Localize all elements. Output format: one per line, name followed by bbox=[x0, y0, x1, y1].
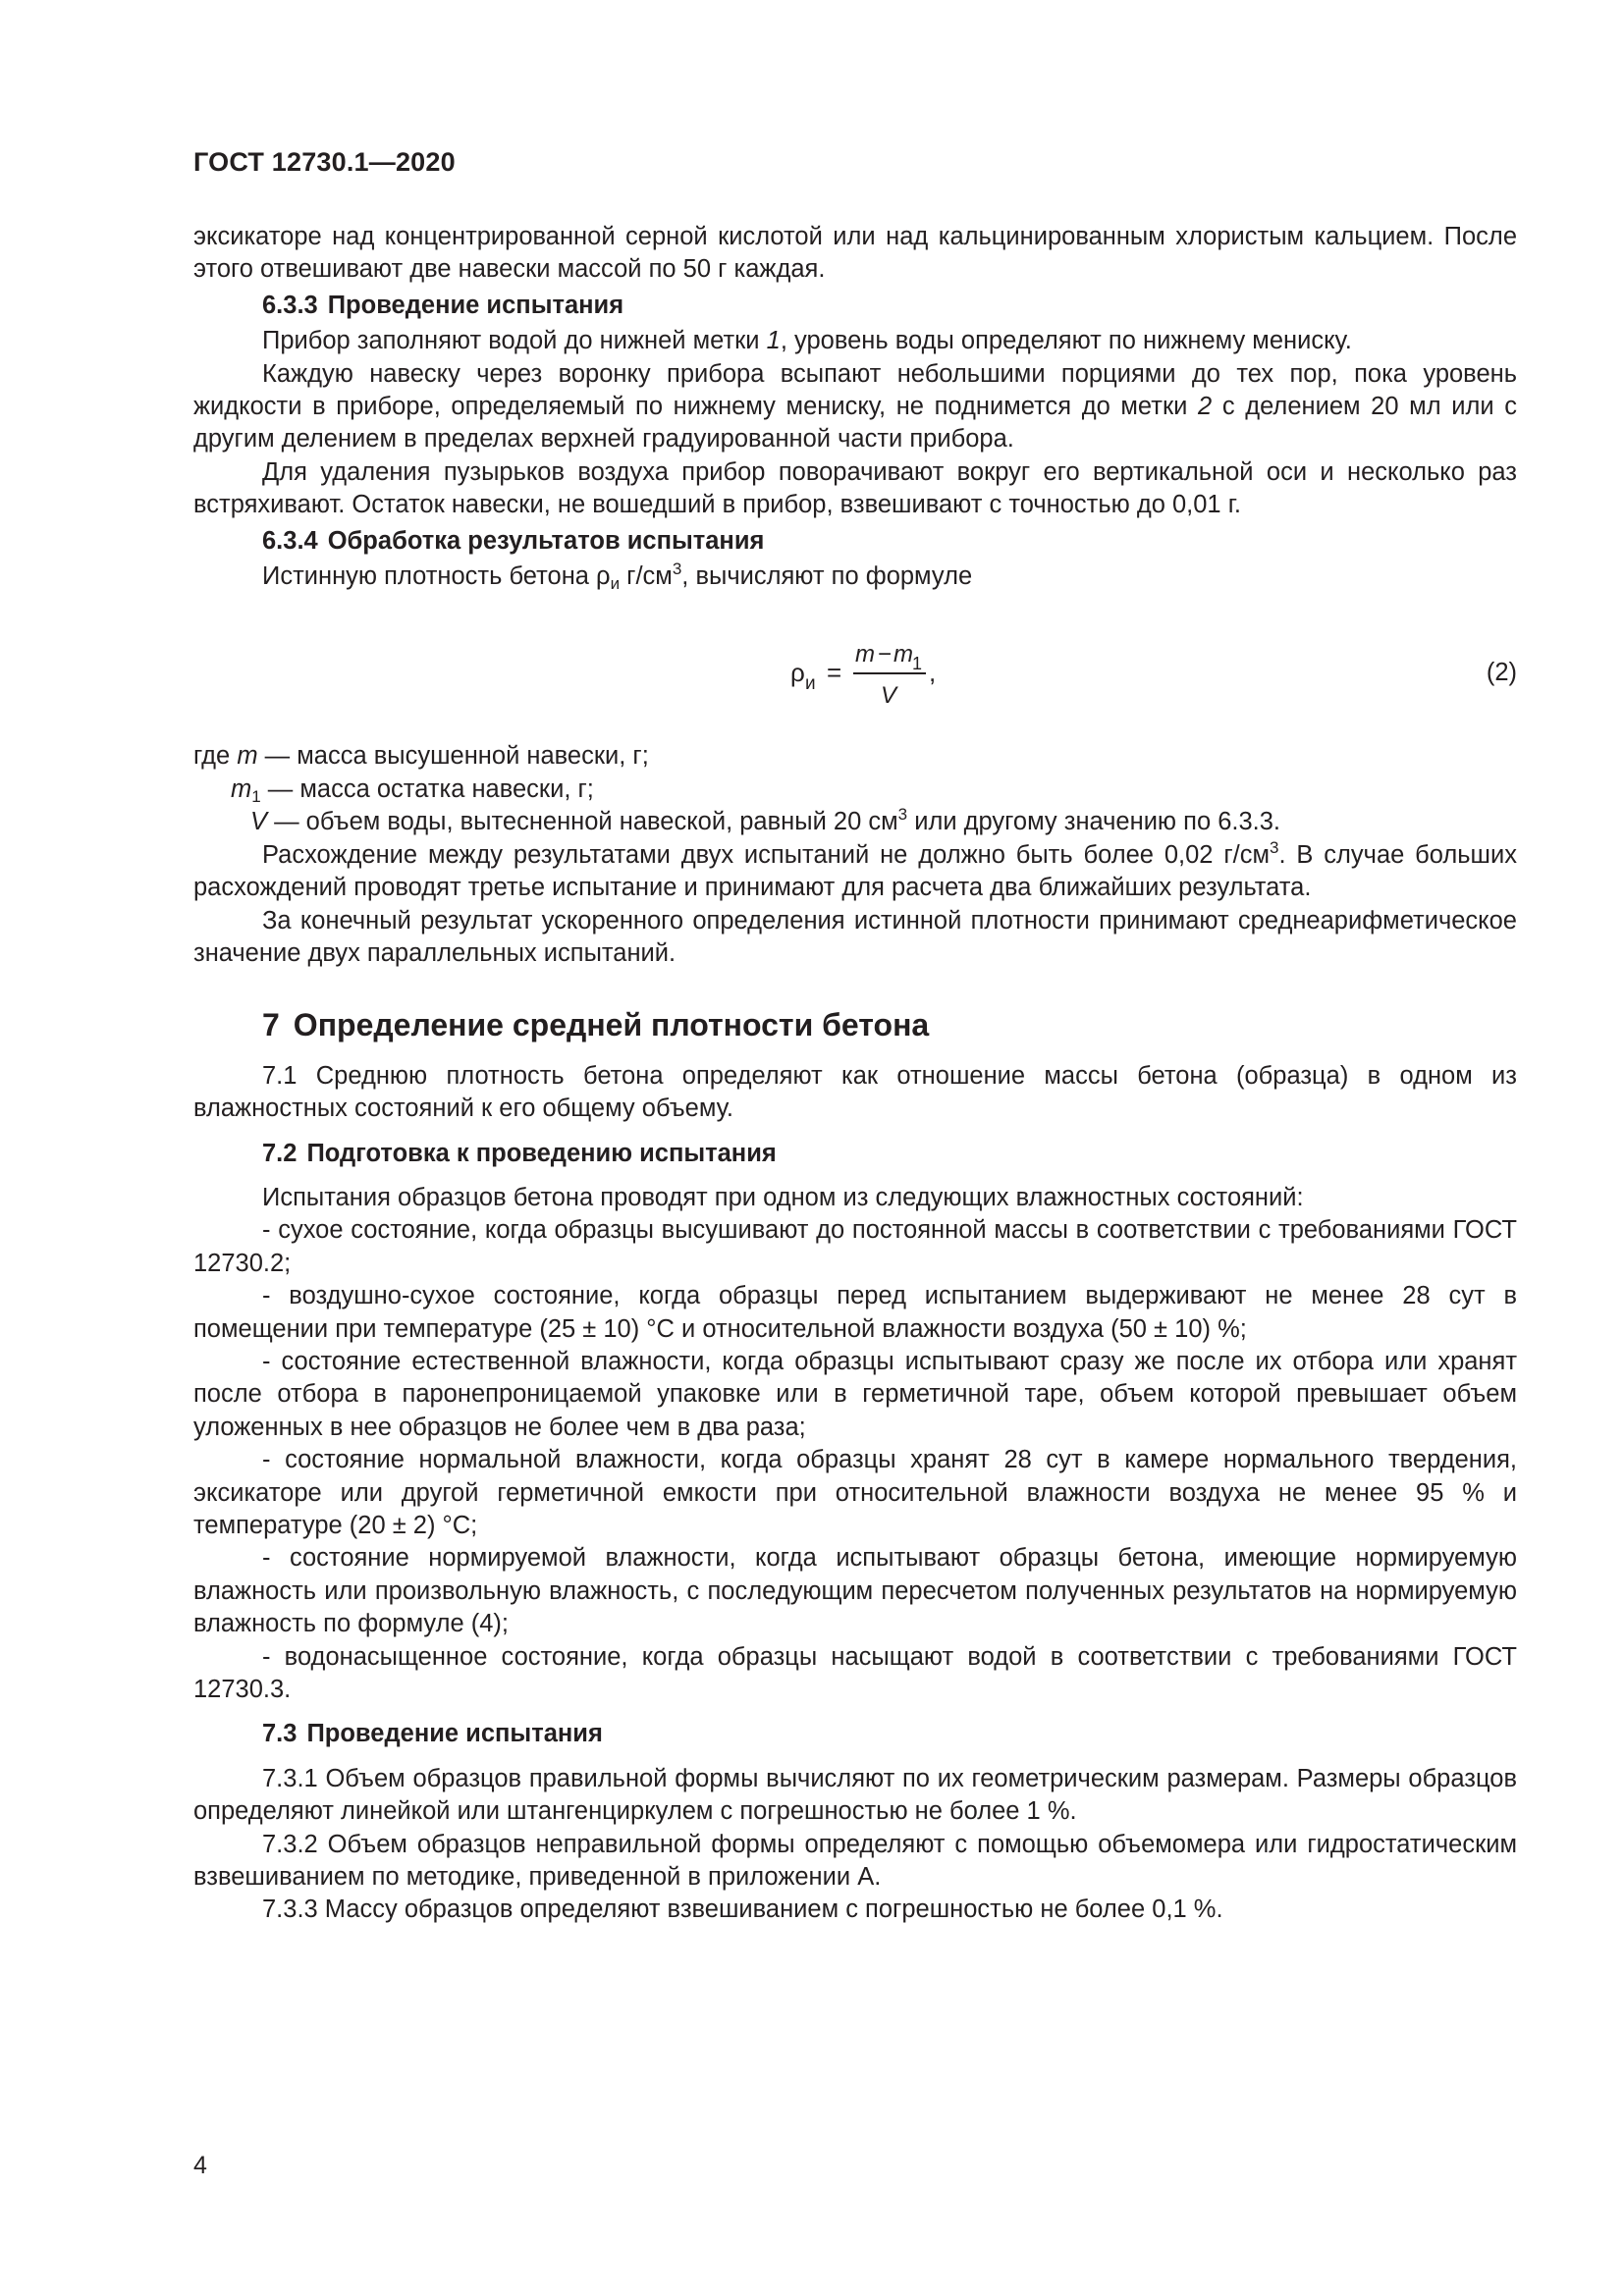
paragraph-7-3-2: 7.3.2 Объем образцов неправильной формы определяют с помощью объемомера или гидростатическим взвешиванием по методике, приведенной в приложении А. bbox=[193, 1830, 1517, 1892]
paragraph-final-result: За конечный результат ускоренного определения истинной плотности принимают среднеарифметическое значение двух параллельных испытаний. bbox=[193, 906, 1517, 967]
paragraph-7-3-1: 7.3.1 Объем образцов правильной формы вычисляют по их геометрическим размерам. Размеры образцов определяют линейкой или штангенциркулем с погрешностью не более 1 %. bbox=[193, 1764, 1517, 1826]
paragraph-continuation: эксикаторе над концентрированной серной кислотой или над кальцинированным хлористым кальцием. После этого отвешивают две навески массой по 50 г каждая. bbox=[193, 223, 1517, 284]
subsection-title: Проведение испытания bbox=[306, 1720, 603, 1748]
section-title: Определение средней плотности бетона bbox=[293, 1007, 930, 1043]
rho-index: и bbox=[610, 574, 621, 594]
text-run: или другому значению по 6.3.3. bbox=[907, 808, 1281, 836]
subsection-number: 7.2 bbox=[262, 1139, 298, 1167]
text-run: , вычисляют по формуле bbox=[681, 562, 973, 591]
formula-number: (2) bbox=[1486, 659, 1517, 687]
text-run: Расхождение между результатами двух испытаний не должно быть более 0,02 г/см bbox=[262, 840, 1270, 869]
mark-number: 2 bbox=[1198, 393, 1213, 421]
paragraph-7-2-intro: Испытания образцов бетона проводят при одном из следующих влажностных состояний: bbox=[262, 1183, 1304, 1211]
section-7-heading bbox=[193, 1009, 1517, 1041]
text-run: Каждую навеску через воронку прибора всыпают небольшими порциями до тех пор, пока уровень жидкости в приборе, определяемый по нижнему мениску, не поднимется до метки bbox=[193, 359, 1517, 421]
text-run: — масса высушенной навески, г; bbox=[257, 742, 649, 771]
subsection-number: 7.3 bbox=[262, 1720, 298, 1748]
symbol: V bbox=[250, 808, 268, 836]
formula-equals: = bbox=[827, 658, 842, 688]
subsection-number: 6.3.4 bbox=[262, 526, 318, 555]
text-run: с делением 20 мл или с другим делением в пределах верхней градуированной части прибора. bbox=[193, 393, 1517, 454]
document-header: ГОСТ 12730.1—2020 bbox=[193, 147, 456, 177]
page-number: 4 bbox=[193, 2152, 207, 2179]
text-run: г/см bbox=[620, 562, 673, 591]
paragraph-pour-sample bbox=[193, 358, 1517, 456]
exponent: 3 bbox=[897, 805, 908, 825]
symbol: m bbox=[237, 742, 258, 771]
formula-numerator-m1: m bbox=[893, 641, 913, 668]
paragraph-7-1: 7.1 Среднюю плотность бетона определяют как отношение массы бетона (образца) в одном из влажностных состояний к его общему объему. bbox=[193, 1061, 1517, 1123]
subsection-title: Проведение испытания bbox=[327, 291, 624, 319]
paragraph-fill-device bbox=[193, 325, 1517, 357]
list-item: - сухое состояние, когда образцы высушивают до постоянной массы в соответствии с требованиями ГОСТ 12730.2; bbox=[193, 1216, 1517, 1277]
subsection-6-3-4-heading bbox=[193, 525, 1517, 558]
formula-2-row bbox=[193, 618, 1517, 734]
document-body bbox=[193, 221, 1517, 1927]
paragraph-remove-bubbles: Для удаления пузырьков воздуха прибор поворачивают вокруг его вертикальной оси и несколько раз встряхивают. Остаток навески, не вошедший в прибор, взвешивают с точностью до 0,01 г. bbox=[193, 457, 1517, 519]
subsection-7-3-heading bbox=[193, 1718, 1517, 1750]
list-item: - состояние нормальной влажности, когда образцы хранят 28 сут в камере нормального твердения, эксикаторе или другой герметичной емкости при относительной влажности воздуха не менее 95 % и температуре (20 ± 2) °С; bbox=[193, 1446, 1517, 1539]
subsection-6-3-3-heading bbox=[193, 290, 1517, 322]
mark-number: 1 bbox=[766, 327, 781, 355]
formula-m1-sub: 1 bbox=[912, 654, 923, 674]
formula-denominator: V bbox=[881, 682, 897, 710]
where-m bbox=[193, 740, 1517, 773]
list-item: - состояние естественной влажности, когда образцы испытывают сразу же после их отбора или хранят после отбора в паронепроницаемой упаковке или в герметичной таре, объем которой превышает объем уложенных в нее образцов не более чем в два раза; bbox=[193, 1347, 1517, 1441]
text-run: . В случае больших расхождений проводят третье испытание и принимают для расчета два ближайших результата. bbox=[193, 840, 1518, 902]
text-run: Истинную плотность бетона bbox=[262, 562, 597, 591]
text-run: , уровень воды определяют по нижнему мениску. bbox=[780, 327, 1352, 355]
list-item: - состояние нормируемой влажности, когда испытывают образцы бетона, имеющие нормируемую влажность или произвольную влажность, с последующим пересчетом полученных результатов на нормируемую влажность по формуле (4); bbox=[193, 1544, 1517, 1638]
formula-lhs-sub: и bbox=[805, 673, 816, 695]
text-run: где bbox=[193, 742, 238, 771]
text-run: — масса остатка навески, г; bbox=[260, 774, 594, 803]
formula-lhs: ρ bbox=[790, 658, 805, 688]
subsection-title: Подготовка к проведению испытания bbox=[306, 1139, 777, 1167]
symbol-sub: 1 bbox=[251, 786, 261, 806]
where-v bbox=[193, 806, 1517, 838]
formula-comma: , bbox=[929, 658, 937, 688]
paragraph-7-3-3: 7.3.3 Массу образцов определяют взвешиванием с погрешностью не более 0,1 %. bbox=[262, 1896, 1223, 1924]
text-run: — объем воды, вытесненной навеской, равный 20 см bbox=[267, 808, 898, 836]
formula-minus: − bbox=[878, 641, 893, 668]
subsection-title: Обработка результатов испытания bbox=[327, 526, 765, 555]
section-number: 7 bbox=[262, 1007, 280, 1043]
where-m1 bbox=[193, 774, 1517, 806]
rho-symbol: ρ bbox=[596, 562, 611, 591]
list-item: - водонасыщенное состояние, когда образцы насыщают водой в соответствии с требованиями ГОСТ 12730.3. bbox=[193, 1642, 1517, 1704]
list-item: - воздушно-сухое состояние, когда образцы перед испытанием выдерживают не менее 28 сут в помещении при температуре (25 ± 10) °С и относительной влажности воздуха (50 ± 10) %; bbox=[193, 1282, 1517, 1343]
formula-2 bbox=[786, 630, 1140, 719]
paragraph-density-intro bbox=[193, 561, 1517, 593]
subsection-7-2-heading bbox=[193, 1138, 1517, 1170]
formula-numerator-m: m bbox=[855, 641, 875, 668]
subsection-number: 6.3.3 bbox=[262, 291, 318, 319]
exponent: 3 bbox=[1270, 837, 1279, 857]
paragraph-discrepancy bbox=[193, 839, 1517, 905]
symbol: m bbox=[231, 774, 252, 803]
exponent: 3 bbox=[672, 560, 682, 579]
text-run: Прибор заполняют водой до нижней метки bbox=[262, 327, 767, 355]
